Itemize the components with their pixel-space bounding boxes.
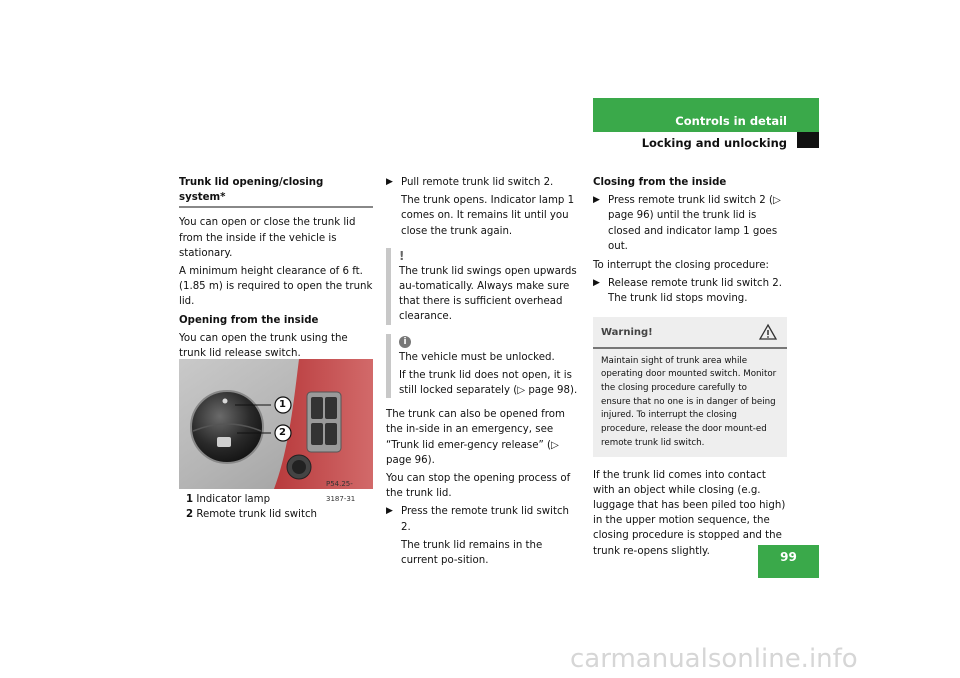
header-marker (797, 132, 819, 148)
subsection-title: Locking and unlocking (641, 136, 787, 150)
paragraph: If the trunk lid comes into contact with an object while closing (e.g. luggage that has been piled too high) in the upper motion sequence, the closing procedure is stopped and the trunk re-opens slightly. (593, 469, 786, 557)
heading-rule (179, 206, 373, 208)
step-item (593, 276, 787, 306)
paragraph: You can open or close the trunk lid from the inside if the vehicle is stationary. (179, 217, 356, 259)
legend-item: 2 Remote trunk lid switch (186, 509, 318, 521)
section-title: Controls in detail (675, 114, 787, 128)
paragraph: The trunk can also be opened from the in-side in an emergency, see “Trunk lid emer-gency release” (▷ page 96). (386, 409, 565, 466)
photo-callout-1: 1 (279, 399, 286, 410)
note-bar (386, 248, 391, 325)
section-heading: Trunk lid opening/closing system* (179, 177, 324, 204)
warning-box (593, 317, 787, 457)
paragraph: To interrupt the closing procedure: (593, 260, 769, 272)
column-3 (593, 175, 787, 559)
step-text: Press remote trunk lid switch 2 (▷ page 96) until the trunk lid is closed and indicator lamp 1 goes out. (608, 195, 781, 252)
step-text: Pull remote trunk lid switch 2. (401, 177, 554, 188)
step-item (386, 175, 580, 190)
step-detail: The trunk opens. Indicator lamp 1 comes on. It remains lit until you close the trunk again. (401, 195, 575, 237)
step-detail: The trunk lid remains in the current po-sition. (401, 539, 543, 567)
note-text: The trunk lid swings open upwards au-tomatically. Always make sure that there is sufficient overhead clearance. (399, 265, 577, 323)
step-text: Release remote trunk lid switch 2. The trunk lid stops moving. (608, 278, 783, 305)
arrow-icon: ▶ (386, 506, 393, 517)
photo-callout-2: 2 (279, 427, 286, 438)
note-caution (386, 248, 580, 325)
legend-item: 1 Indicator lamp (186, 494, 271, 505)
exclamation-icon: ! (399, 248, 405, 263)
info-icon: i (399, 336, 411, 348)
step-item (593, 193, 787, 254)
warning-triangle-icon (759, 324, 777, 346)
note-text: If the trunk lid does not open, it is still locked separately (▷ page 98). (399, 369, 578, 397)
note-text: The vehicle must be unlocked. (399, 351, 555, 363)
step-text: Press the remote trunk lid switch 2. (401, 506, 570, 533)
warning-header (593, 317, 787, 349)
paragraph: You can stop the opening process of the trunk lid. (386, 473, 571, 500)
photo-legend (186, 492, 376, 522)
subheading: Opening from the inside (179, 314, 319, 326)
paragraph: A minimum height clearance of 6 ft. (1.85 m) is required to open the trunk lid. (179, 266, 373, 308)
warning-title: Warning! (601, 326, 653, 338)
note-info (386, 334, 580, 399)
step-item (386, 504, 580, 534)
warning-text: Maintain sight of trunk area while operating door mounted switch. Monitor the closing procedure carefully to ensure that no one is in danger of being injured. To interrupt the closing procedure, release the door mount-ed remote trunk lid switch. (601, 355, 777, 448)
paragraph: You can open the trunk using the trunk lid release switch. (179, 332, 348, 360)
photo-code: P54.25-3187-31 (326, 480, 356, 504)
subheading: Closing from the inside (593, 177, 727, 188)
arrow-icon: ▶ (386, 177, 393, 187)
arrow-icon: ▶ (593, 278, 600, 289)
page-number: 99 (758, 545, 819, 578)
column-2 (386, 175, 580, 568)
note-bar (386, 334, 391, 399)
arrow-icon: ▶ (593, 195, 600, 206)
watermark: carmanualsonline.info (570, 644, 858, 674)
